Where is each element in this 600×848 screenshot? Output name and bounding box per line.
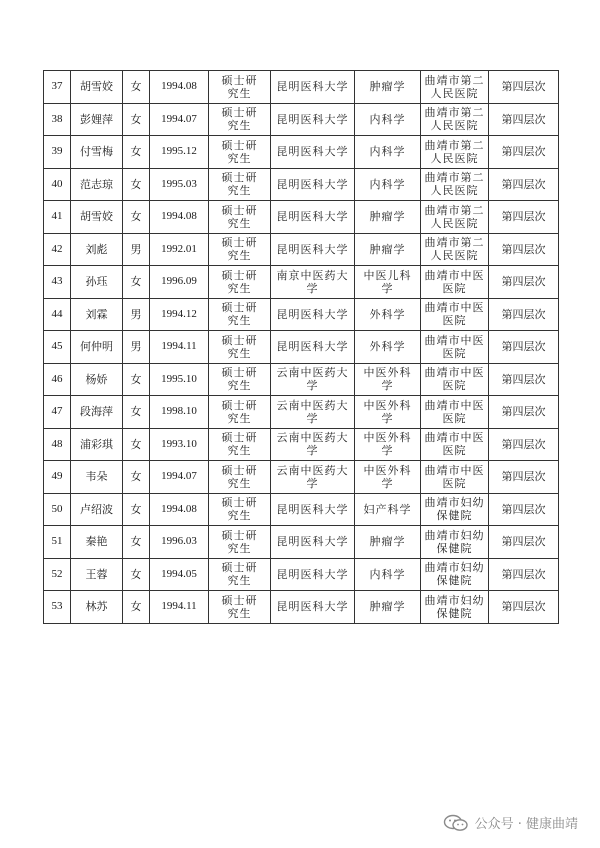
cell-school-line: 昆明医科大学 bbox=[276, 177, 349, 191]
cell-school-line: 学 bbox=[306, 411, 319, 425]
cell-employer-line: 医院 bbox=[442, 444, 467, 458]
cell-education-line: 硕士研 bbox=[221, 333, 258, 347]
cell-major bbox=[355, 428, 421, 461]
cell-gender: 女 bbox=[123, 461, 150, 494]
cell-employer-line: 曲靖市妇幼 bbox=[424, 561, 485, 575]
cell-education bbox=[209, 331, 271, 364]
cell-school-line: 昆明医科大学 bbox=[276, 600, 349, 614]
cell-employer bbox=[421, 363, 489, 396]
cell-school bbox=[271, 331, 355, 364]
cell-school bbox=[271, 103, 355, 136]
cell-education-line: 硕士研 bbox=[221, 528, 258, 542]
cell-employer bbox=[421, 233, 489, 266]
cell-birth-date: 1994.12 bbox=[150, 298, 209, 331]
cell-major bbox=[355, 266, 421, 299]
cell-name: 浦彩琪 bbox=[71, 428, 123, 461]
cell-employer bbox=[421, 428, 489, 461]
cell-name: 范志琼 bbox=[71, 168, 123, 201]
cell-gender: 女 bbox=[123, 493, 150, 526]
cell-education-line: 硕士研 bbox=[221, 268, 258, 282]
cell-major bbox=[355, 136, 421, 169]
table-row bbox=[44, 71, 559, 104]
cell-employer-line: 保健院 bbox=[436, 574, 473, 588]
cell-name: 孙珏 bbox=[71, 266, 123, 299]
cell-school-line: 云南中医药大 bbox=[276, 431, 349, 445]
cell-major-line: 肿瘤学 bbox=[369, 535, 406, 549]
cell-education-line: 硕士研 bbox=[221, 106, 258, 120]
cell-school-line: 学 bbox=[306, 379, 319, 393]
cell-gender: 女 bbox=[123, 591, 150, 624]
cell-education bbox=[209, 428, 271, 461]
cell-education-line: 硕士研 bbox=[221, 463, 258, 477]
cell-birth-date: 1996.09 bbox=[150, 266, 209, 299]
table-row bbox=[44, 428, 559, 461]
cell-employer bbox=[421, 526, 489, 559]
cell-education-line: 究生 bbox=[227, 86, 252, 100]
cell-gender: 男 bbox=[123, 331, 150, 364]
cell-number: 46 bbox=[44, 363, 71, 396]
cell-level: 第四层次 bbox=[489, 526, 559, 559]
cell-employer-line: 医院 bbox=[442, 411, 467, 425]
cell-school bbox=[271, 396, 355, 429]
cell-education-line: 究生 bbox=[227, 216, 252, 230]
cell-school-line: 昆明医科大学 bbox=[276, 340, 349, 354]
cell-birth-date: 1994.08 bbox=[150, 201, 209, 234]
cell-school-line: 昆明医科大学 bbox=[276, 535, 349, 549]
cell-major-line: 妇产科学 bbox=[363, 502, 412, 516]
cell-level: 第四层次 bbox=[489, 396, 559, 429]
cell-birth-date: 1995.10 bbox=[150, 363, 209, 396]
cell-major-line: 外科学 bbox=[369, 340, 406, 354]
table-row bbox=[44, 526, 559, 559]
cell-name: 韦朵 bbox=[71, 461, 123, 494]
cell-education-line: 究生 bbox=[227, 314, 252, 328]
cell-school-line: 云南中医药大 bbox=[276, 366, 349, 380]
cell-gender: 女 bbox=[123, 136, 150, 169]
cell-major bbox=[355, 201, 421, 234]
cell-education-line: 究生 bbox=[227, 379, 252, 393]
cell-birth-date: 1992.01 bbox=[150, 233, 209, 266]
cell-employer-line: 曲靖市第二 bbox=[424, 106, 485, 120]
cell-number: 48 bbox=[44, 428, 71, 461]
cell-employer bbox=[421, 201, 489, 234]
cell-education bbox=[209, 558, 271, 591]
cell-major bbox=[355, 331, 421, 364]
cell-employer-line: 医院 bbox=[442, 346, 467, 360]
cell-employer-line: 人民医院 bbox=[430, 151, 479, 165]
cell-education-line: 究生 bbox=[227, 574, 252, 588]
cell-school bbox=[271, 298, 355, 331]
cell-level: 第四层次 bbox=[489, 136, 559, 169]
cell-birth-date: 1994.07 bbox=[150, 461, 209, 494]
cell-birth-date: 1993.10 bbox=[150, 428, 209, 461]
cell-major bbox=[355, 298, 421, 331]
cell-level: 第四层次 bbox=[489, 363, 559, 396]
cell-name: 胡雪姣 bbox=[71, 201, 123, 234]
cell-gender: 女 bbox=[123, 103, 150, 136]
cell-major bbox=[355, 591, 421, 624]
cell-major-line: 中医外科 bbox=[363, 431, 412, 445]
cell-school bbox=[271, 428, 355, 461]
cell-employer-line: 曲靖市中医 bbox=[424, 268, 485, 282]
cell-name: 林苏 bbox=[71, 591, 123, 624]
cell-school bbox=[271, 591, 355, 624]
cell-employer bbox=[421, 396, 489, 429]
cell-number: 44 bbox=[44, 298, 71, 331]
cell-education-line: 硕士研 bbox=[221, 171, 258, 185]
cell-major bbox=[355, 168, 421, 201]
cell-name: 彭娌萍 bbox=[71, 103, 123, 136]
cell-major-line: 内科学 bbox=[369, 112, 406, 126]
cell-number: 51 bbox=[44, 526, 71, 559]
cell-name: 刘霖 bbox=[71, 298, 123, 331]
cell-education bbox=[209, 591, 271, 624]
cell-major bbox=[355, 233, 421, 266]
watermark-text: 公众号 · 健康曲靖 bbox=[474, 817, 578, 832]
cell-employer-line: 人民医院 bbox=[430, 249, 479, 263]
cell-employer bbox=[421, 331, 489, 364]
cell-name: 卢绍波 bbox=[71, 493, 123, 526]
cell-employer-line: 医院 bbox=[442, 379, 467, 393]
cell-school bbox=[271, 136, 355, 169]
cell-employer-line: 保健院 bbox=[436, 541, 473, 555]
cell-education-line: 硕士研 bbox=[221, 593, 258, 607]
cell-gender: 女 bbox=[123, 396, 150, 429]
cell-major bbox=[355, 363, 421, 396]
cell-name: 付雪梅 bbox=[71, 136, 123, 169]
cell-major-line: 中医儿科 bbox=[363, 268, 412, 282]
cell-name: 杨娇 bbox=[71, 363, 123, 396]
cell-gender: 男 bbox=[123, 233, 150, 266]
table-row bbox=[44, 201, 559, 234]
cell-education bbox=[209, 71, 271, 104]
cell-employer-line: 保健院 bbox=[436, 509, 473, 523]
cell-number: 39 bbox=[44, 136, 71, 169]
cell-employer-line: 曲靖市中医 bbox=[424, 301, 485, 315]
cell-school-line: 昆明医科大学 bbox=[276, 112, 349, 126]
cell-name: 刘彪 bbox=[71, 233, 123, 266]
table-row bbox=[44, 298, 559, 331]
cell-education bbox=[209, 363, 271, 396]
cell-major-line: 内科学 bbox=[369, 145, 406, 159]
cell-employer bbox=[421, 298, 489, 331]
cell-level: 第四层次 bbox=[489, 493, 559, 526]
cell-gender: 女 bbox=[123, 428, 150, 461]
cell-education-line: 究生 bbox=[227, 541, 252, 555]
cell-level: 第四层次 bbox=[489, 428, 559, 461]
table-row bbox=[44, 331, 559, 364]
cell-employer-line: 医院 bbox=[442, 314, 467, 328]
cell-education-line: 究生 bbox=[227, 444, 252, 458]
cell-education-line: 究生 bbox=[227, 411, 252, 425]
cell-education bbox=[209, 461, 271, 494]
cell-school bbox=[271, 201, 355, 234]
cell-education bbox=[209, 201, 271, 234]
cell-major-line: 内科学 bbox=[369, 567, 406, 581]
table-row bbox=[44, 493, 559, 526]
cell-level: 第四层次 bbox=[489, 298, 559, 331]
cell-number: 41 bbox=[44, 201, 71, 234]
cell-education bbox=[209, 136, 271, 169]
cell-school-line: 云南中医药大 bbox=[276, 398, 349, 412]
cell-major bbox=[355, 71, 421, 104]
cell-education bbox=[209, 266, 271, 299]
cell-school-line: 昆明医科大学 bbox=[276, 242, 349, 256]
cell-number: 40 bbox=[44, 168, 71, 201]
cell-employer-line: 医院 bbox=[442, 476, 467, 490]
cell-gender: 女 bbox=[123, 201, 150, 234]
cell-education-line: 硕士研 bbox=[221, 203, 258, 217]
cell-name: 胡雪姣 bbox=[71, 71, 123, 104]
cell-school-line: 昆明医科大学 bbox=[276, 567, 349, 581]
cell-employer-line: 曲靖市中医 bbox=[424, 333, 485, 347]
cell-employer bbox=[421, 168, 489, 201]
cell-education-line: 究生 bbox=[227, 119, 252, 133]
cell-name: 何仲明 bbox=[71, 331, 123, 364]
cell-education bbox=[209, 493, 271, 526]
cell-employer-line: 人民医院 bbox=[430, 184, 479, 198]
cell-employer-line: 曲靖市第二 bbox=[424, 236, 485, 250]
cell-birth-date: 1995.03 bbox=[150, 168, 209, 201]
cell-employer bbox=[421, 136, 489, 169]
cell-major bbox=[355, 103, 421, 136]
cell-employer-line: 保健院 bbox=[436, 606, 473, 620]
cell-school bbox=[271, 526, 355, 559]
cell-education bbox=[209, 298, 271, 331]
cell-education bbox=[209, 526, 271, 559]
cell-employer-line: 曲靖市妇幼 bbox=[424, 593, 485, 607]
table-row bbox=[44, 591, 559, 624]
cell-birth-date: 1994.11 bbox=[150, 331, 209, 364]
cell-major bbox=[355, 493, 421, 526]
cell-employer-line: 曲靖市第二 bbox=[424, 171, 485, 185]
cell-education-line: 硕士研 bbox=[221, 561, 258, 575]
cell-major bbox=[355, 558, 421, 591]
cell-birth-date: 1994.07 bbox=[150, 103, 209, 136]
cell-education-line: 硕士研 bbox=[221, 73, 258, 87]
cell-school-line: 学 bbox=[306, 444, 319, 458]
cell-employer-line: 曲靖市第二 bbox=[424, 138, 485, 152]
cell-birth-date: 1995.12 bbox=[150, 136, 209, 169]
cell-education-line: 究生 bbox=[227, 184, 252, 198]
cell-birth-date: 1994.05 bbox=[150, 558, 209, 591]
cell-employer-line: 曲靖市中医 bbox=[424, 366, 485, 380]
cell-education bbox=[209, 233, 271, 266]
cell-school-line: 南京中医药大 bbox=[276, 268, 349, 282]
cell-major bbox=[355, 396, 421, 429]
cell-level: 第四层次 bbox=[489, 201, 559, 234]
cell-school bbox=[271, 558, 355, 591]
cell-employer-line: 曲靖市妇幼 bbox=[424, 528, 485, 542]
wechat-icon bbox=[443, 814, 469, 832]
cell-major-line: 学 bbox=[381, 444, 394, 458]
cell-level: 第四层次 bbox=[489, 71, 559, 104]
cell-employer-line: 曲靖市妇幼 bbox=[424, 496, 485, 510]
cell-gender: 女 bbox=[123, 526, 150, 559]
cell-birth-date: 1994.08 bbox=[150, 493, 209, 526]
cell-education bbox=[209, 396, 271, 429]
cell-education-line: 硕士研 bbox=[221, 366, 258, 380]
cell-school bbox=[271, 493, 355, 526]
cell-number: 37 bbox=[44, 71, 71, 104]
table-row bbox=[44, 461, 559, 494]
cell-employer bbox=[421, 493, 489, 526]
cell-major-line: 学 bbox=[381, 411, 394, 425]
cell-school bbox=[271, 71, 355, 104]
cell-major-line: 肿瘤学 bbox=[369, 80, 406, 94]
cell-gender: 女 bbox=[123, 71, 150, 104]
cell-education-line: 究生 bbox=[227, 249, 252, 263]
table-row bbox=[44, 363, 559, 396]
cell-employer bbox=[421, 266, 489, 299]
cell-gender: 女 bbox=[123, 363, 150, 396]
cell-major-line: 中医外科 bbox=[363, 366, 412, 380]
cell-name: 秦艳 bbox=[71, 526, 123, 559]
cell-number: 42 bbox=[44, 233, 71, 266]
cell-level: 第四层次 bbox=[489, 461, 559, 494]
cell-birth-date: 1998.10 bbox=[150, 396, 209, 429]
cell-major-line: 肿瘤学 bbox=[369, 242, 406, 256]
cell-employer bbox=[421, 461, 489, 494]
watermark bbox=[443, 813, 578, 832]
cell-school-line: 昆明医科大学 bbox=[276, 502, 349, 516]
cell-school-line: 学 bbox=[306, 476, 319, 490]
cell-employer bbox=[421, 103, 489, 136]
cell-number: 47 bbox=[44, 396, 71, 429]
cell-gender: 男 bbox=[123, 298, 150, 331]
cell-gender: 女 bbox=[123, 558, 150, 591]
cell-education-line: 硕士研 bbox=[221, 138, 258, 152]
cell-employer-line: 曲靖市第二 bbox=[424, 203, 485, 217]
cell-level: 第四层次 bbox=[489, 331, 559, 364]
cell-level: 第四层次 bbox=[489, 233, 559, 266]
cell-education-line: 硕士研 bbox=[221, 431, 258, 445]
cell-school bbox=[271, 168, 355, 201]
cell-number: 45 bbox=[44, 331, 71, 364]
cell-education-line: 硕士研 bbox=[221, 496, 258, 510]
cell-education-line: 究生 bbox=[227, 346, 252, 360]
cell-education-line: 究生 bbox=[227, 606, 252, 620]
cell-major-line: 中医外科 bbox=[363, 398, 412, 412]
cell-major-line: 肿瘤学 bbox=[369, 210, 406, 224]
cell-employer-line: 曲靖市中医 bbox=[424, 398, 485, 412]
table-row bbox=[44, 136, 559, 169]
cell-school-line: 昆明医科大学 bbox=[276, 210, 349, 224]
cell-employer bbox=[421, 558, 489, 591]
cell-number: 49 bbox=[44, 461, 71, 494]
cell-education-line: 究生 bbox=[227, 151, 252, 165]
table-row bbox=[44, 558, 559, 591]
cell-number: 50 bbox=[44, 493, 71, 526]
table-row bbox=[44, 233, 559, 266]
cell-number: 52 bbox=[44, 558, 71, 591]
cell-school-line: 学 bbox=[306, 281, 319, 295]
cell-school-line: 昆明医科大学 bbox=[276, 307, 349, 321]
table-body bbox=[44, 71, 559, 624]
cell-school bbox=[271, 233, 355, 266]
table-row bbox=[44, 266, 559, 299]
roster-table bbox=[43, 70, 559, 624]
cell-level: 第四层次 bbox=[489, 266, 559, 299]
cell-education-line: 究生 bbox=[227, 509, 252, 523]
cell-gender: 女 bbox=[123, 266, 150, 299]
table-row bbox=[44, 396, 559, 429]
cell-school-line: 昆明医科大学 bbox=[276, 145, 349, 159]
cell-employer-line: 人民医院 bbox=[430, 119, 479, 133]
cell-level: 第四层次 bbox=[489, 558, 559, 591]
cell-employer bbox=[421, 591, 489, 624]
cell-name: 段海萍 bbox=[71, 396, 123, 429]
cell-education-line: 硕士研 bbox=[221, 236, 258, 250]
cell-education-line: 究生 bbox=[227, 476, 252, 490]
cell-employer-line: 曲靖市第二 bbox=[424, 73, 485, 87]
cell-employer-line: 曲靖市中医 bbox=[424, 431, 485, 445]
cell-major-line: 中医外科 bbox=[363, 463, 412, 477]
cell-school bbox=[271, 461, 355, 494]
cell-name: 王蓉 bbox=[71, 558, 123, 591]
cell-level: 第四层次 bbox=[489, 168, 559, 201]
cell-employer bbox=[421, 71, 489, 104]
table-row bbox=[44, 103, 559, 136]
cell-education bbox=[209, 168, 271, 201]
cell-employer-line: 医院 bbox=[442, 281, 467, 295]
cell-employer-line: 人民医院 bbox=[430, 86, 479, 100]
cell-major-line: 肿瘤学 bbox=[369, 600, 406, 614]
cell-level: 第四层次 bbox=[489, 591, 559, 624]
cell-gender: 女 bbox=[123, 168, 150, 201]
cell-level: 第四层次 bbox=[489, 103, 559, 136]
cell-birth-date: 1994.08 bbox=[150, 71, 209, 104]
cell-school bbox=[271, 363, 355, 396]
cell-employer-line: 人民医院 bbox=[430, 216, 479, 230]
cell-number: 43 bbox=[44, 266, 71, 299]
cell-school-line: 昆明医科大学 bbox=[276, 80, 349, 94]
cell-school-line: 云南中医药大 bbox=[276, 463, 349, 477]
cell-birth-date: 1996.03 bbox=[150, 526, 209, 559]
cell-number: 38 bbox=[44, 103, 71, 136]
cell-major-line: 学 bbox=[381, 379, 394, 393]
table-row bbox=[44, 168, 559, 201]
cell-number: 53 bbox=[44, 591, 71, 624]
cell-birth-date: 1994.11 bbox=[150, 591, 209, 624]
cell-major-line: 外科学 bbox=[369, 307, 406, 321]
cell-education-line: 究生 bbox=[227, 281, 252, 295]
cell-major bbox=[355, 461, 421, 494]
cell-major-line: 内科学 bbox=[369, 177, 406, 191]
cell-employer-line: 曲靖市中医 bbox=[424, 463, 485, 477]
cell-major-line: 学 bbox=[381, 281, 394, 295]
cell-school bbox=[271, 266, 355, 299]
cell-education-line: 硕士研 bbox=[221, 301, 258, 315]
cell-major-line: 学 bbox=[381, 476, 394, 490]
cell-major bbox=[355, 526, 421, 559]
cell-education-line: 硕士研 bbox=[221, 398, 258, 412]
cell-education bbox=[209, 103, 271, 136]
